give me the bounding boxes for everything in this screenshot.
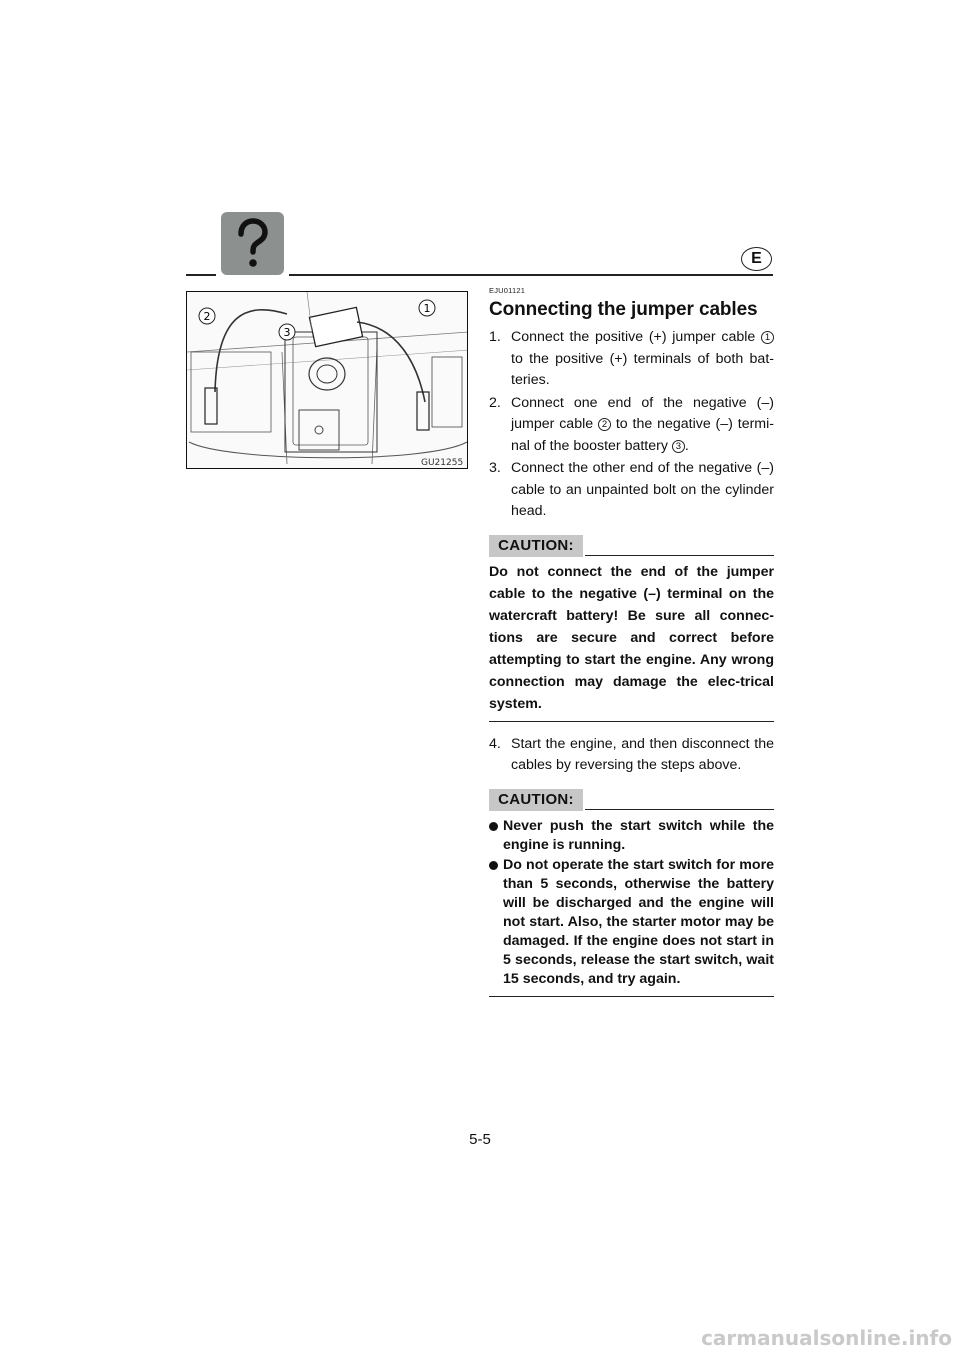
jumper-cable-illustration [186, 291, 468, 469]
steps-list [489, 327, 774, 523]
caution-header-2 [489, 789, 774, 811]
steps-list-continued [489, 734, 774, 777]
watermark: carmanualsonline.info [701, 1326, 952, 1350]
callout-3: 3 [283, 326, 291, 339]
figure-code: GU21255 [421, 458, 464, 468]
section-title: Connecting the jumper cables [489, 299, 758, 320]
page-number: 5-5 [469, 1131, 491, 1148]
step-3: 3. Connect the other end of the negative (–) cable to an unpainted bolt on the cylinder head. [489, 460, 774, 519]
step-4: 4. Start the engine, and then disconnect the cables by reversing the steps above. [489, 735, 774, 773]
callout-2: 2 [203, 310, 211, 323]
callout-ref-2: 2 [598, 418, 611, 431]
header-rule-right [289, 274, 773, 276]
step-1: 1. Connect the positive (+) jumper cable 1 to the positive (+) terminals of both bat-teries. [489, 329, 774, 388]
caution-bullet: Do not operate the start switch for more than 5 seconds, otherwise the battery will be discharged and the engine will not start. Also, the starter motor may be damaged. If the engine does not start in 5 seconds, release the start switch, wait 15 seconds, and try again. [489, 856, 774, 989]
step-2: 2. Connect one end of the negative (–) jumper cable 2 to the negative (–) termi-nal of the booster battery 3 . [489, 394, 774, 454]
header-rule-left [186, 274, 216, 276]
caution-badge-2: CAUTION: [489, 789, 583, 811]
caution-header-1 [489, 535, 774, 557]
main-content [489, 286, 774, 997]
caution-badge-1: CAUTION: [489, 535, 583, 557]
callout-ref-3: 3 [672, 440, 685, 453]
question-mark-icon [221, 212, 284, 275]
callout-1: 1 [423, 302, 431, 315]
callout-ref-1: 1 [761, 331, 774, 344]
caution-bullet: Never push the start switch while the engine is running. [489, 817, 774, 855]
caution-bullets-2 [489, 817, 774, 997]
bullet-icon [489, 822, 498, 831]
language-badge: E [741, 247, 772, 271]
section-code: EJU01121 [489, 286, 526, 295]
caution-text-1: Do not connect the end of the jumper cable to the negative (–) terminal on the watercraft battery! Be sure all connec-tions are secure and correct before attempting to start the engine. Any wrong connection may damage the elec-trical system. [489, 561, 774, 722]
bullet-icon [489, 861, 498, 870]
